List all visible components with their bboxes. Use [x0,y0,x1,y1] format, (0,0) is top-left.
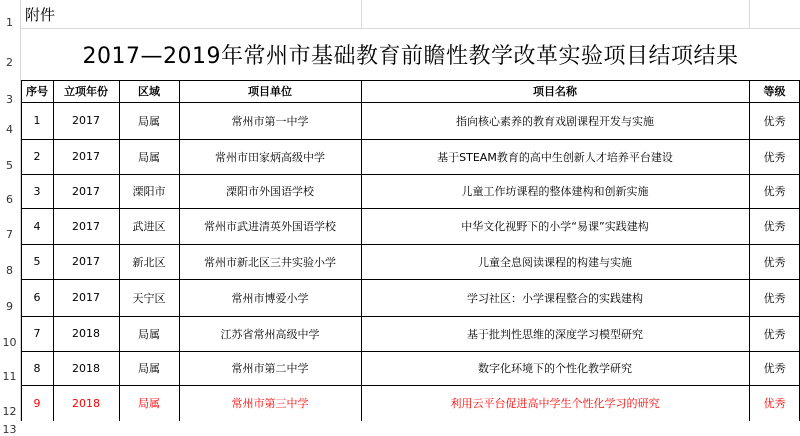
table-cell-seq[interactable]: 3 [33,184,41,198]
table-cell-unit[interactable]: 溧阳市外国语学校 [226,185,314,198]
sheet-gridline [361,0,362,28]
table-cell-region[interactable]: 天宁区 [132,291,166,305]
table-cell-seq[interactable]: 8 [33,361,41,375]
table-cell-grade[interactable]: 优秀 [763,327,786,341]
annex-label: 附件 [25,5,56,24]
table-cell-unit[interactable]: 常州市田家炳高级中学 [215,150,325,164]
table-cell-grade[interactable]: 优秀 [763,362,786,375]
table-cell-region[interactable]: 局属 [138,114,160,128]
spreadsheet-sheet [21,0,800,421]
table-cell-grade[interactable]: 优秀 [763,114,786,128]
row-number[interactable]: 11 [2,370,17,383]
table-cell-year[interactable]: 2017 [72,219,100,233]
table-cell-seq[interactable]: 2 [33,150,41,163]
table-cell-name[interactable]: 基于STEAM教育的高中生创新人才培养平台建设 [437,150,673,164]
table-cell-region[interactable]: 局属 [138,397,160,410]
table-cell-grade[interactable]: 优秀 [763,150,786,164]
table-cell-unit[interactable]: 常州市博爱小学 [231,291,309,305]
table-cell-name[interactable]: 中华文化视野下的小学“易课”实践建构 [461,220,649,233]
table-cell-unit[interactable]: 常州市第三中学 [231,397,309,410]
table-cell-year[interactable]: 2017 [72,184,100,198]
header-region: 区域 [138,85,160,98]
table-cell-name[interactable]: 基于批判性思维的深度学习模型研究 [467,327,643,341]
table-cell-region[interactable]: 武进区 [132,220,166,233]
table-cell-seq[interactable]: 9 [33,396,41,410]
table-cell-year[interactable]: 2017 [72,291,100,304]
table-cell-seq[interactable]: 4 [33,219,41,233]
table-cell-region[interactable]: 新北区 [132,255,166,269]
table-cell-name[interactable]: 利用云平台促进高中学生个性化学习的研究 [450,397,660,410]
table-cell-year[interactable]: 2017 [72,114,100,127]
table-cell-seq[interactable]: 5 [33,255,41,268]
row-number[interactable]: 4 [6,123,13,136]
row-number[interactable]: 7 [6,228,13,241]
table-cell-grade[interactable]: 优秀 [763,185,786,198]
table-cell-unit[interactable]: 江苏省常州高级中学 [220,327,320,341]
row-number[interactable]: 3 [6,93,13,106]
table-cell-unit[interactable]: 常州市武进清英外国语学校 [204,220,336,233]
table-cell-year[interactable]: 2018 [72,361,100,375]
header-seq: 序号 [26,85,48,98]
row-number[interactable]: 8 [6,264,13,277]
table-cell-seq[interactable]: 7 [33,327,41,340]
table-cell-grade[interactable]: 优秀 [763,397,786,410]
table-cell-unit[interactable]: 常州市新北区三井实验小学 [204,255,336,269]
row-number[interactable]: 1 [6,16,13,29]
table-cell-unit[interactable]: 常州市第一中学 [231,114,309,128]
table-cell-unit[interactable]: 常州市第二中学 [231,362,309,375]
table-cell-grade[interactable]: 优秀 [763,255,786,269]
table-cell-seq[interactable]: 1 [33,114,41,127]
table-cell-grade[interactable]: 优秀 [763,220,786,233]
table-cell-grade[interactable]: 优秀 [763,291,786,305]
table-cell-year[interactable]: 2018 [72,396,100,410]
row-number[interactable]: 13 [2,423,17,436]
table-cell-name[interactable]: 儿童工作坊课程的整体建构和创新实施 [461,185,649,198]
row-number[interactable]: 9 [6,300,13,313]
row-number[interactable]: 12 [2,405,17,418]
table-cell-name[interactable]: 数字化环境下的个性化教学研究 [478,362,632,375]
table-cell-seq[interactable]: 6 [33,291,41,304]
row-number[interactable]: 5 [6,159,13,172]
sheet-gridline [21,28,800,29]
table-cell-name[interactable]: 指向核心素养的教育戏剧课程开发与实施 [456,114,654,128]
row-number[interactable]: 6 [6,193,13,206]
table-cell-region[interactable]: 局属 [138,327,160,341]
table-cell-region[interactable]: 局属 [138,150,160,164]
sheet-gridline [749,0,750,28]
table-cell-year[interactable]: 2017 [72,255,100,268]
header-grade: 等级 [763,85,786,98]
table-cell-year[interactable]: 2017 [72,150,100,163]
header-year: 立项年份 [64,85,108,98]
page-title: 2017—2019年常州市基础教育前瞻性教学改革实验项目结项结果 [82,43,739,69]
table-cell-region[interactable]: 溧阳市 [132,185,166,198]
table-cell-name[interactable]: 学习社区：小学课程整合的实践建构 [467,291,643,305]
row-number[interactable]: 2 [6,56,13,69]
header-unit: 项目单位 [248,85,292,98]
table-cell-region[interactable]: 局属 [138,362,160,375]
table-cell-year[interactable]: 2018 [72,327,100,340]
row-number[interactable]: 10 [2,336,17,349]
table-cell-name[interactable]: 儿童全息阅读课程的构建与实施 [478,255,632,269]
header-name: 项目名称 [533,85,577,98]
